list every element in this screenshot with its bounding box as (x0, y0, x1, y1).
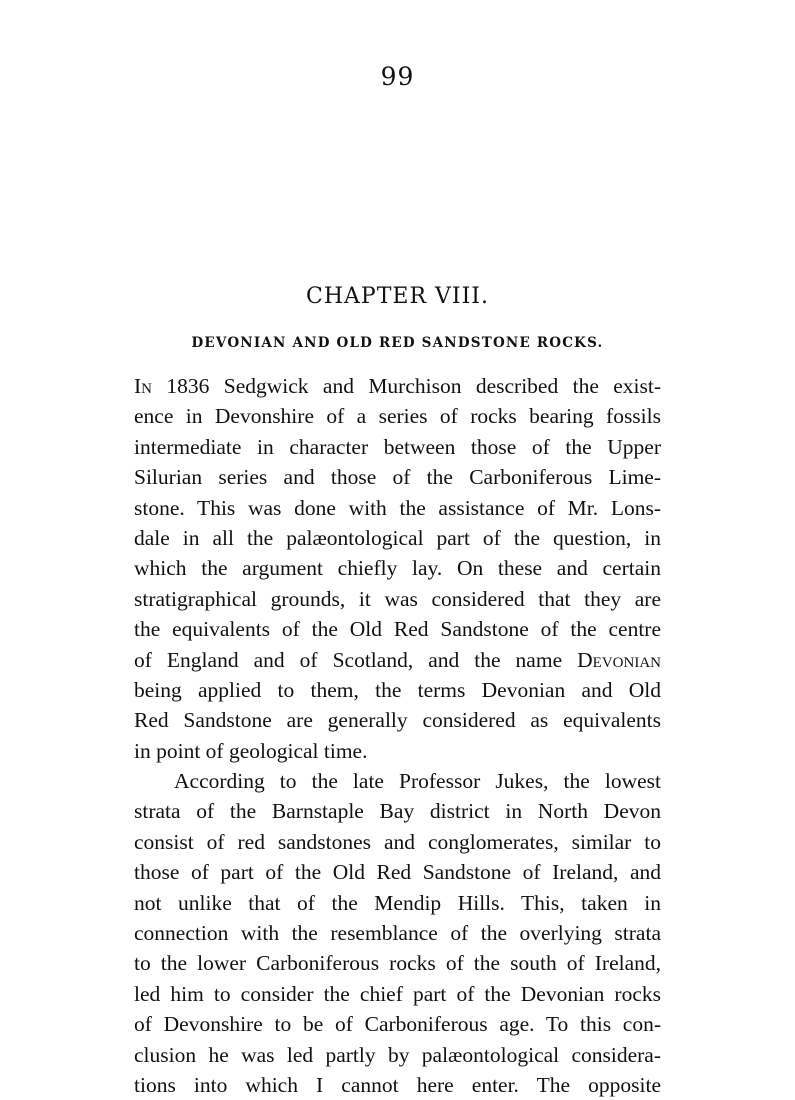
text-line: ence in Devonshire of a series of rocks bearing fossils (134, 404, 661, 429)
text-line: of Devonshire to be of Carboniferous age. To this con- (134, 1012, 661, 1037)
text-line: clusion he was led partly by palæontological considera- (134, 1042, 661, 1067)
paragraph-2 (134, 766, 661, 1100)
text-line: led him to consider the chief part of the Devonian rocks (134, 981, 661, 1006)
chapter-title: CHAPTER VIII. (306, 284, 489, 309)
text-line: Red Sandstone are generally considered as equivalents (134, 708, 661, 733)
text-line: In 1836 Sedgwick and Murchison described the exist- (134, 374, 661, 398)
text-line: those of part of the Old Red Sandstone of Ireland, and (134, 860, 661, 885)
text-line: stone. This was done with the assistance of Mr. Lons- (134, 495, 661, 520)
text-line: Silurian series and those of the Carboniferous Lime- (134, 465, 661, 490)
text-line: which the argument chiefly lay. On these and certain (134, 556, 661, 581)
chapter-subtitle: DEVONIAN AND OLD RED SANDSTONE ROCKS. (191, 335, 604, 351)
text-line: consist of red sandstones and conglomerates, similar to (134, 829, 661, 854)
text-line: According to the late Professor Jukes, the lowest (174, 769, 661, 794)
text-line: intermediate in character between those of the Upper (134, 434, 661, 459)
text-line: tions into which I cannot here enter. The opposite (134, 1072, 661, 1097)
paragraph-1 (134, 371, 661, 766)
text-line: of England and of Scotland, and the name Devonian (134, 647, 661, 672)
text-line: to the lower Carboniferous rocks of the south of Ireland, (134, 951, 661, 976)
text-line: the equivalents of the Old Red Sandstone of the centre (134, 617, 661, 642)
text-line: not unlike that of the Mendip Hills. This, taken in (134, 890, 661, 915)
text-line: connection with the resemblance of the overlying strata (134, 921, 661, 946)
text-line: being applied to them, the terms Devonian and Old (134, 677, 661, 702)
text-line: dale in all the palæontological part of the question, in (134, 525, 661, 550)
text-line: stratigraphical grounds, it was considered that they are (134, 586, 661, 611)
page-number: 99 (380, 62, 415, 91)
text-line: strata of the Barnstaple Bay district in North Devon (134, 799, 661, 824)
text-line: in point of geological time. (134, 738, 368, 763)
body-text (134, 371, 661, 1100)
